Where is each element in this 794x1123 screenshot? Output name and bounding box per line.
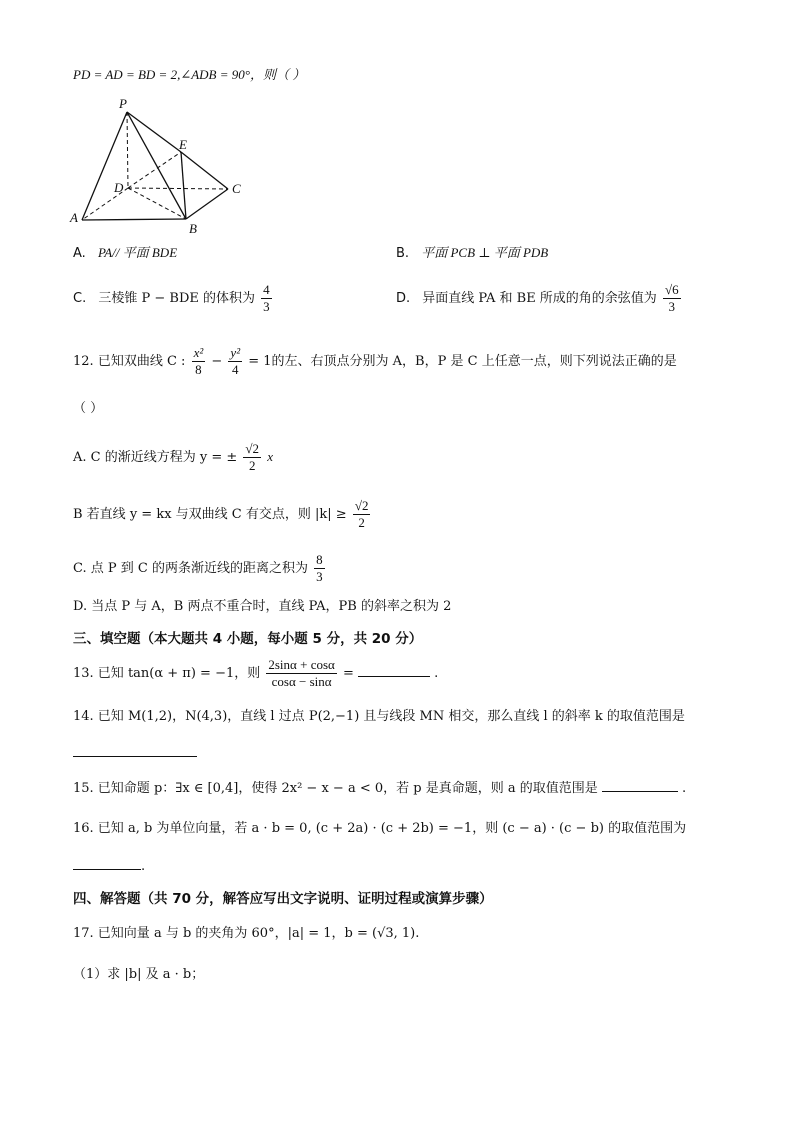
answer-blank [358, 676, 430, 677]
q12-option-c: C. 点 P 到 C 的两条渐近线的距离之积为 $\frac{8}{3}$ [73, 552, 323, 584]
q12-option-a: A. C 的渐近线方程为 y = ± $\frac{√2}{2}$ x [73, 441, 273, 473]
q14-answer-blank [73, 745, 197, 763]
section-3-title: 三、填空题（本大题共 4 小题，每小题 5 分，共 20 分） [73, 631, 423, 647]
label-B: B [189, 221, 197, 236]
q12-paren: （ ） [73, 401, 104, 416]
q17-part-1: （1）求 |b| 及 a · b； [73, 967, 205, 982]
label-D: D [114, 180, 124, 195]
answer-blank [602, 791, 678, 792]
q16: 16. 已知 a, b 为单位向量，若 a · b = 0, (c + 2a) · (c + 2b) = −1，则 (c − a) · (c − b) 的取值范围为 [73, 821, 687, 836]
q14: 14. 已知 M(1,2)，N(4,3)，直线 l 过点 P(2,−1) 且与线段 MN 相交，那么直线 l 的斜率 k 的取值范围是 [73, 709, 685, 724]
label-P: P [119, 96, 127, 111]
section-4-title: 四、解答题（共 70 分，解答应写出文字说明、证明过程或演算步骤） [73, 891, 493, 907]
q12-option-d: D. 当点 P 与 A，B 两点不重合时，直线 PA，PB 的斜率之积为 2 [73, 599, 452, 614]
q11-option-b: B. 平面 PCB ⊥ 平面 PDB [396, 245, 549, 261]
pyramid-figure [62, 92, 262, 237]
label-A: A [70, 210, 78, 225]
q16-answer-blank: . [73, 858, 145, 876]
q11-option-d: D. 异面直线 PA 和 BE 所成的角的余弦值为 $\frac{√6}{3}$ [396, 282, 679, 314]
q11-option-c: C. 三棱锥 P − BDE 的体积为 $\frac{4}{3}$ [73, 282, 270, 314]
q11-stem-tail: PD = AD = BD = 2,∠ADB = 90°，则（ ） [73, 67, 306, 82]
label-C: C [232, 181, 241, 196]
q15: 15. 已知命题 p：∃x ∈ [0,4]，使得 2x² − x − a < 0，若 p 是真命题，则 a 的取值范围是 . [73, 781, 687, 796]
q11-option-a: A. PA// 平面 BDE [73, 245, 178, 261]
q17: 17. 已知向量 a 与 b 的夹角为 60°，|a| = 1，b = (√3, 1). [73, 926, 420, 941]
q12-option-b: B 若直线 y = kx 与双曲线 C 有交点，则 |k| ≥ $\frac{√2}{2}$ [73, 498, 369, 530]
fraction: $\frac{4}{3}$ [263, 282, 270, 314]
q13: 13. 已知 tan(α + π) = −1，则 $\frac{2\sin\alpha + \cos\alpha}{\cos\alpha - \sin\alpha}$ = . [73, 657, 439, 689]
q12-stem: 12. 已知双曲线 C : $\frac{\text{x²}}{8}$ − $\frac{\text{y²}}{4}$ = 1的左、右顶点分别为 A，B，P 是 C 上任意一点，则下列说法正确的是 [73, 345, 677, 377]
label-E: E [179, 137, 187, 152]
fraction: $\frac{√6}{3}$ [664, 282, 679, 314]
